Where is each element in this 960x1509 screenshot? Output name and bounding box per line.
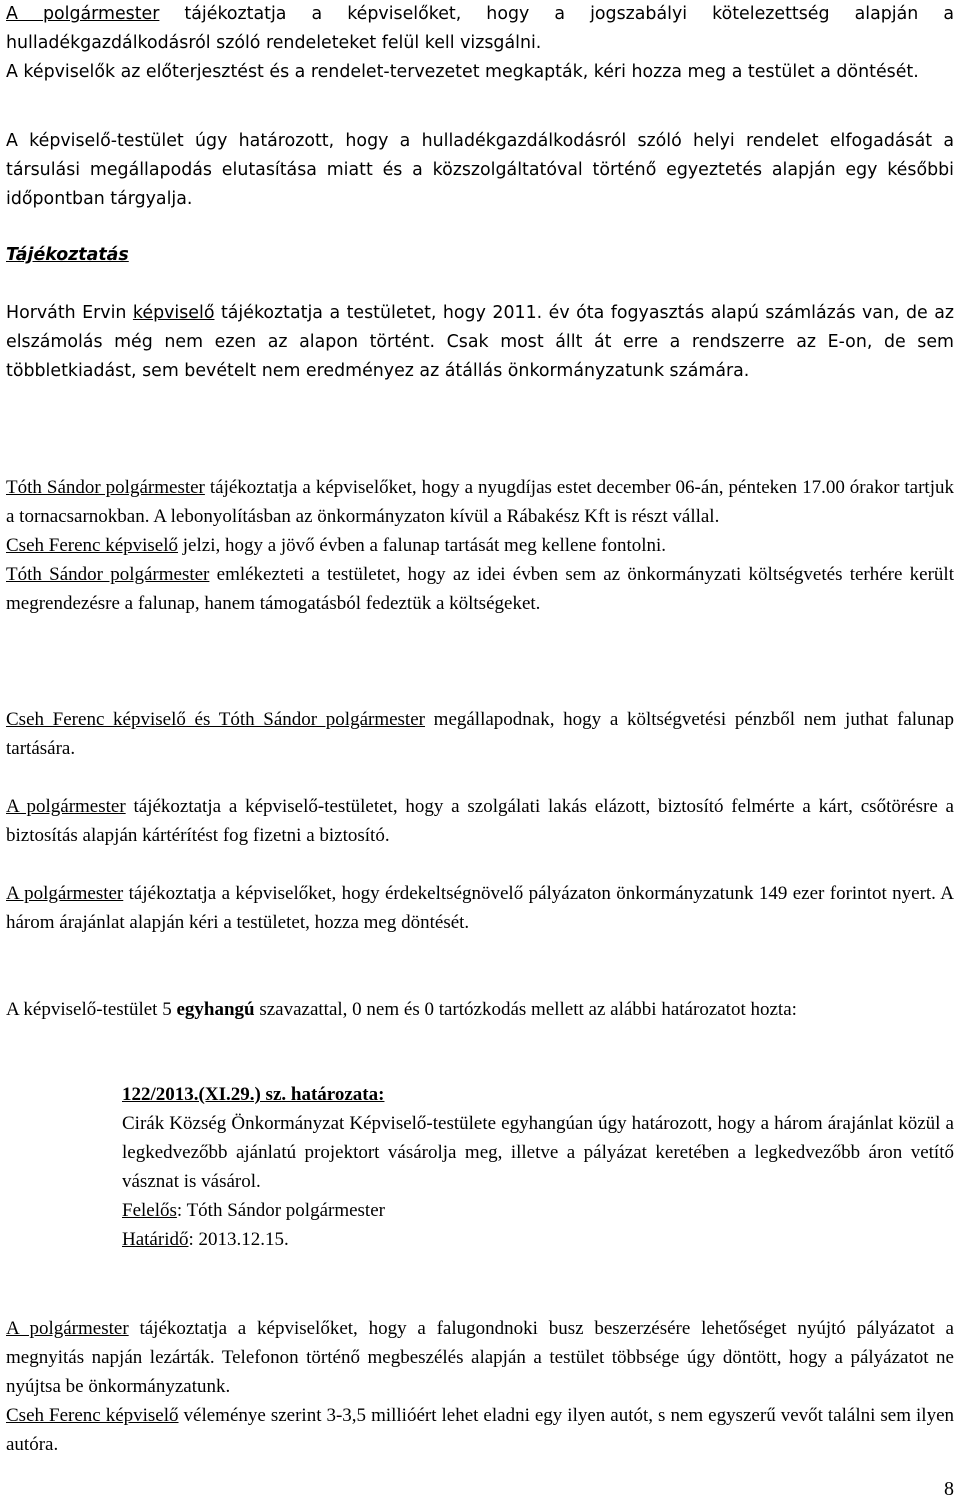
speaker-mayor: A polgármester xyxy=(6,796,126,817)
resolution-responsible xyxy=(122,1196,954,1225)
paragraph-village-day xyxy=(6,705,954,763)
speaker-representative: Cseh Ferenc képviselő xyxy=(6,535,179,556)
heading-text: Tájékoztatás xyxy=(6,245,129,265)
text-run: tájékoztatja a képviselő-testületet, hogy a szolgálati lakás elázott, biztosító felmérte a kárt, csőtörésre a biztosítás alapján kártérítést fog fizetni a biztosító. xyxy=(6,796,954,846)
speakers: Cseh Ferenc képviselő és Tóth Sándor polgármester xyxy=(6,709,425,730)
text-run: jelzi, hogy a jövő évben a falunap tartását meg kellene fontolni. xyxy=(178,535,667,556)
text-run: tájékoztatja a képviselőket, hogy a nyugdíjas estet december 06-án, pénteken 17.00 órakor tartjuk a tornacsarnokban. A lebonyolításban az önkormányzaton kívül a Rábakész Kft is részt vállal. xyxy=(6,477,954,527)
text-run: tájékoztatja a képviselőket, hogy a jogszabályi kötelezettség alapján a hulladékgazdálkodásról szóló rendeleteket felül kell vizsgálni. xyxy=(6,4,954,53)
text-run: tájékoztatja a testületet, hogy 2011. év óta fogyasztás alapú számlázás van, de az elszámolás még nem ezen az alapon történt. Csak most állt át erre a rendszerre az E-on, de sem többletkiadást, sem bevételt nem eredményez az átállás önkormányzatunk számára. xyxy=(6,303,954,381)
text-line xyxy=(6,995,954,1024)
text-line xyxy=(6,792,954,850)
text-line xyxy=(6,1401,954,1459)
resolution-deadline xyxy=(122,1225,954,1254)
text-line xyxy=(6,299,954,386)
resolution-number xyxy=(122,1080,954,1109)
paragraph-flooded-apartment xyxy=(6,792,954,850)
speaker-representative: Cseh Ferenc képviselő xyxy=(6,1405,179,1426)
text-run: tájékoztatja a képviselőket, hogy érdekeltségnövelő pályázaton önkormányzatunk 149 ezer forintot nyert. A három árajánlat alapján kéri a testületet, hozza meg döntését. xyxy=(6,883,954,933)
text-line: A képviselő-testület úgy határozott, hogy a hulladékgazdálkodásról szóló helyi rendelet elfogadását a társulási megállapodás elutasítása miatt és a közszolgáltatóval történő egyeztetés alapján egy későbbi időpontban tárgyalja. xyxy=(6,131,954,209)
paragraph-eon-billing xyxy=(6,299,954,386)
speaker-mayor: A polgármester xyxy=(6,1318,129,1339)
speaker-mayor: A polgármester xyxy=(6,883,124,904)
speaker-mayor: Tóth Sándor polgármester xyxy=(6,477,205,498)
text-run: szavazattal, 0 nem és 0 tartózkodás mellett az alábbi határozatot hozta: xyxy=(254,999,797,1020)
paragraph-pensioner-event xyxy=(6,473,954,618)
section-heading xyxy=(6,241,954,270)
paragraph-waste-regulation-info xyxy=(6,0,954,87)
resolution-block xyxy=(122,1080,954,1254)
paragraph-vote xyxy=(6,995,954,1024)
resolution-text: Cirák Község Önkormányzat Képviselő-testülete egyhangúan úgy határozott, hogy a három árajánlat közül a legkedvezőbb ajánlatú projektort vásárolja meg, illetve a pályázat keretében a legkedvezőbb áron vetítő vásznat is vásárol. xyxy=(122,1113,954,1192)
page-number: 8 xyxy=(944,1478,954,1500)
text-run: emlékezteti a testületet, hogy az idei évben sem az önkormányzati költségvetés terhére került megrendezésre a falunap, hanem támogatásból fedeztük a költségeket. xyxy=(6,564,954,614)
text-line xyxy=(6,1314,954,1401)
text-run: A képviselő-testület 5 xyxy=(6,999,177,1020)
text-line: A képviselők az előterjesztést és a rendelet-tervezetet megkapták, kéri hozza meg a testület a döntését. xyxy=(6,62,919,82)
text-run: tájékoztatja a képviselőket, hogy a falugondnoki busz beszerzésére lehetőséget nyújtó pályázatot a megnyitás napján lezárták. Telefonon történő megbeszélés alapján a testület többsége úgy döntött, hogy a pályázatot ne nyújtsa be önkormányzatunk. xyxy=(6,1318,954,1397)
text-line xyxy=(6,705,954,763)
text-run: véleménye szerint 3-3,5 millióért lehet eladni egy ilyen autót, s nem egyszerű vevőt találni sem ilyen autóra. xyxy=(6,1405,955,1455)
text-line xyxy=(6,560,954,618)
deadline-label: Határidő xyxy=(122,1229,189,1250)
text-run: Horváth Ervin xyxy=(6,303,133,323)
text-line xyxy=(6,0,954,58)
resolution-number-text: 122/2013.(XI.29.) sz. határozata: xyxy=(122,1084,385,1105)
responsible-label: Felelős xyxy=(122,1200,177,1221)
speaker-mayor: A polgármester xyxy=(6,4,160,24)
responsible-value: : Tóth Sándor polgármester xyxy=(176,1200,385,1221)
paragraph-village-bus xyxy=(6,1314,954,1459)
paragraph-grant xyxy=(6,879,954,937)
deadline-value: : 2013.12.15. xyxy=(188,1229,289,1250)
vote-emphasis: egyhangú xyxy=(176,999,255,1020)
text-run: megállapodnak, hogy a költségvetési pénzből nem juthat falunap tartására. xyxy=(6,709,954,759)
text-line xyxy=(6,879,954,937)
text-line xyxy=(6,531,954,560)
speaker-mayor: Tóth Sándor polgármester xyxy=(6,564,210,585)
paragraph-council-decision xyxy=(6,127,954,214)
speaker-representative: képviselő xyxy=(132,303,215,323)
text-line xyxy=(6,473,954,531)
